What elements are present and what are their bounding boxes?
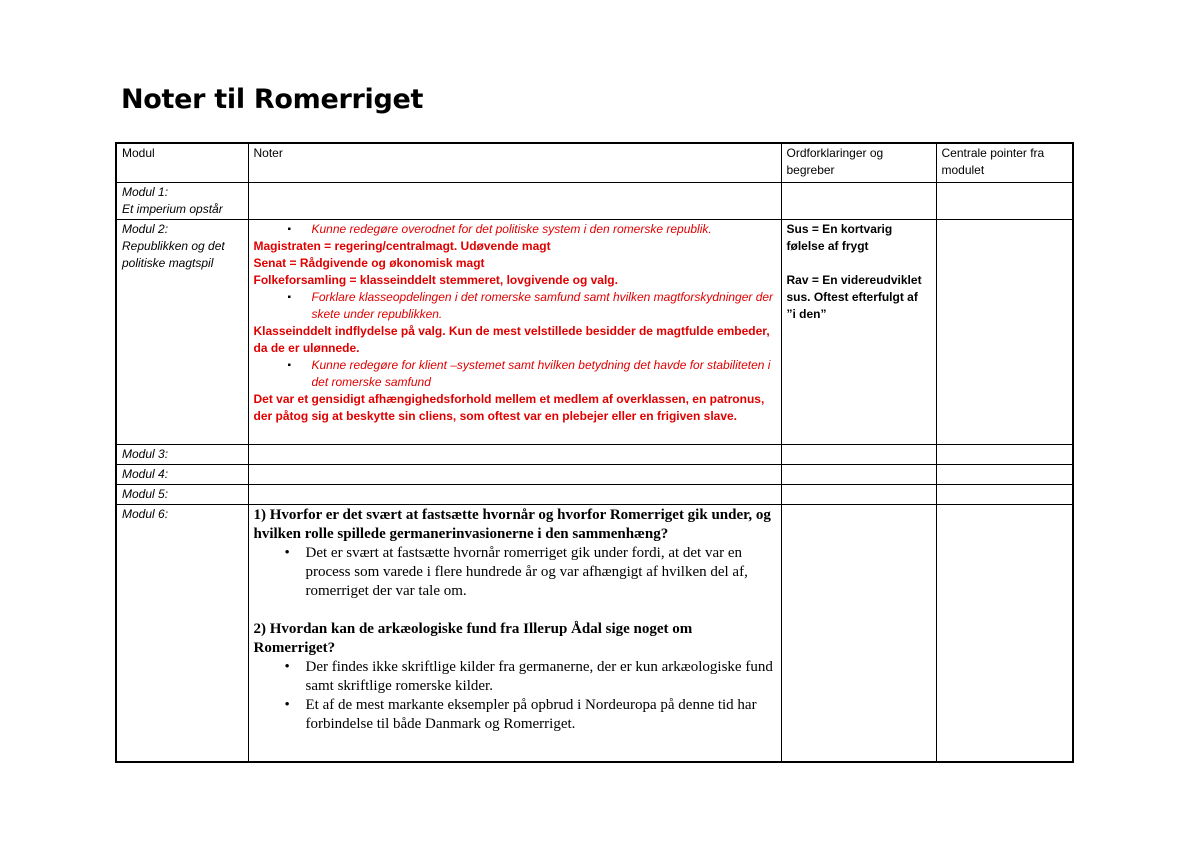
- modul1-cell: [116, 182, 248, 219]
- modul2-name: Modul 2:: [122, 221, 169, 236]
- col-header-modul: Modul: [116, 143, 248, 182]
- modul1-central: [936, 182, 1073, 219]
- table-row-modul4: [116, 464, 1073, 484]
- col-header-ord: Ordforklaringer og begreber: [781, 143, 936, 182]
- modul2-sub: Republikken og det politiske magtspil: [122, 238, 225, 270]
- modul2-cell: [116, 219, 248, 444]
- modul4-noter: [248, 464, 781, 484]
- modul2-noter: [248, 219, 781, 444]
- modul5-cell: Modul 5:: [116, 484, 248, 504]
- table-row-modul6: [116, 504, 1073, 762]
- modul6-answer-1: • Det er svært at fastsætte hvornår romerriget gik under fordi, at det var en process som varede i flere hundrede år og var afhængigt af hvilken del af, romerriget der var tale om.: [254, 544, 776, 601]
- modul6-answer-2: • Der findes ikke skriftlige kilder fra germanerne, der er kun arkæologiske fund samt skriftlige romerske kilder.: [254, 658, 776, 696]
- modul2-line-1: Magistraten = regering/centralmagt. Udøvende magt: [253, 238, 551, 253]
- modul2-line-3: Folkeforsamling = klasseinddelt stemmeret, lovgivende og valg.: [253, 272, 618, 287]
- definition-spacer: [787, 255, 931, 272]
- modul6-answer-3: • Et af de mest markante eksempler på opbrud i Nordeuropa på denne tid har forbindelse til både Danmark og Romerriget.: [254, 696, 776, 734]
- modul1-ord: [781, 182, 936, 219]
- modul6-question-1: 1) Hvorfor er det svært at fastsætte hvornår og hvorfor Romerriget gik under, og hvilken rolle spillede germanerinvasionerne i den sammenhæng?: [253, 506, 771, 542]
- document-title: Noter til Romerriget: [121, 84, 424, 115]
- col-header-noter: Noter: [248, 143, 781, 182]
- modul2-ord: [781, 219, 936, 444]
- header-row: [116, 143, 1073, 182]
- table-row-modul2: [116, 219, 1073, 444]
- modul3-ord: [781, 444, 936, 464]
- modul1-noter: [248, 182, 781, 219]
- modul1-sub: Et imperium opstår: [122, 201, 223, 216]
- modul3-central: [936, 444, 1073, 464]
- modul6-central: [936, 504, 1073, 762]
- modul5-central: [936, 484, 1073, 504]
- modul3-cell: Modul 3:: [116, 444, 248, 464]
- modul3-noter: [248, 444, 781, 464]
- modul4-cell: Modul 4:: [116, 464, 248, 484]
- modul6-cell: Modul 6:: [116, 504, 248, 762]
- col-header-central: Centrale pointer fra modulet: [936, 143, 1073, 182]
- definition-rav: Rav = En videreudviklet sus. Oftest efterfulgt af ”i den”: [786, 272, 922, 321]
- modul2-bullet-2: ▪ Forklare klasseopdelingen i det romerske samfund samt hvilken magtforskydninger der skete under republikken.: [254, 289, 776, 323]
- modul2-bullet-1: ▪ Kunne redegøre overodnet for det politiske system i den romerske republik.: [254, 221, 776, 238]
- modul4-central: [936, 464, 1073, 484]
- modul2-line-5: Det var et gensidigt afhængighedsforhold mellem et medlem af overklassen, en patronus, der påtog sig at beskytte sin cliens, som oftest var en plebejer eller en frigiven slave.: [253, 391, 765, 423]
- modul6-noter: [248, 504, 781, 762]
- modul2-line-2: Senat = Rådgivende og økonomisk magt: [253, 255, 485, 270]
- definition-sus: Sus = En kortvarig følelse af frygt: [786, 221, 893, 253]
- modul5-ord: [781, 484, 936, 504]
- notes-table: [115, 142, 1074, 763]
- table-row-modul1: [116, 182, 1073, 219]
- table-row-modul3: [116, 444, 1073, 464]
- modul6-spacer: [254, 601, 776, 620]
- modul2-bullet-3: ▪ Kunne redegøre for klient –systemet samt hvilken betydning det havde for stabiliteten i det romerske samfund: [254, 357, 776, 391]
- modul6-question-2: 2) Hvordan kan de arkæologiske fund fra Illerup Ådal sige noget om Romerriget?: [253, 620, 693, 656]
- modul5-noter: [248, 484, 781, 504]
- modul1-name: Modul 1:: [122, 184, 169, 199]
- modul2-line-4: Klasseinddelt indflydelse på valg. Kun de mest velstillede besidder de magtfulde embeder, da de er ulønnede.: [253, 323, 770, 355]
- modul6-ord: [781, 504, 936, 762]
- modul4-ord: [781, 464, 936, 484]
- modul2-central: [936, 219, 1073, 444]
- table-row-modul5: [116, 484, 1073, 504]
